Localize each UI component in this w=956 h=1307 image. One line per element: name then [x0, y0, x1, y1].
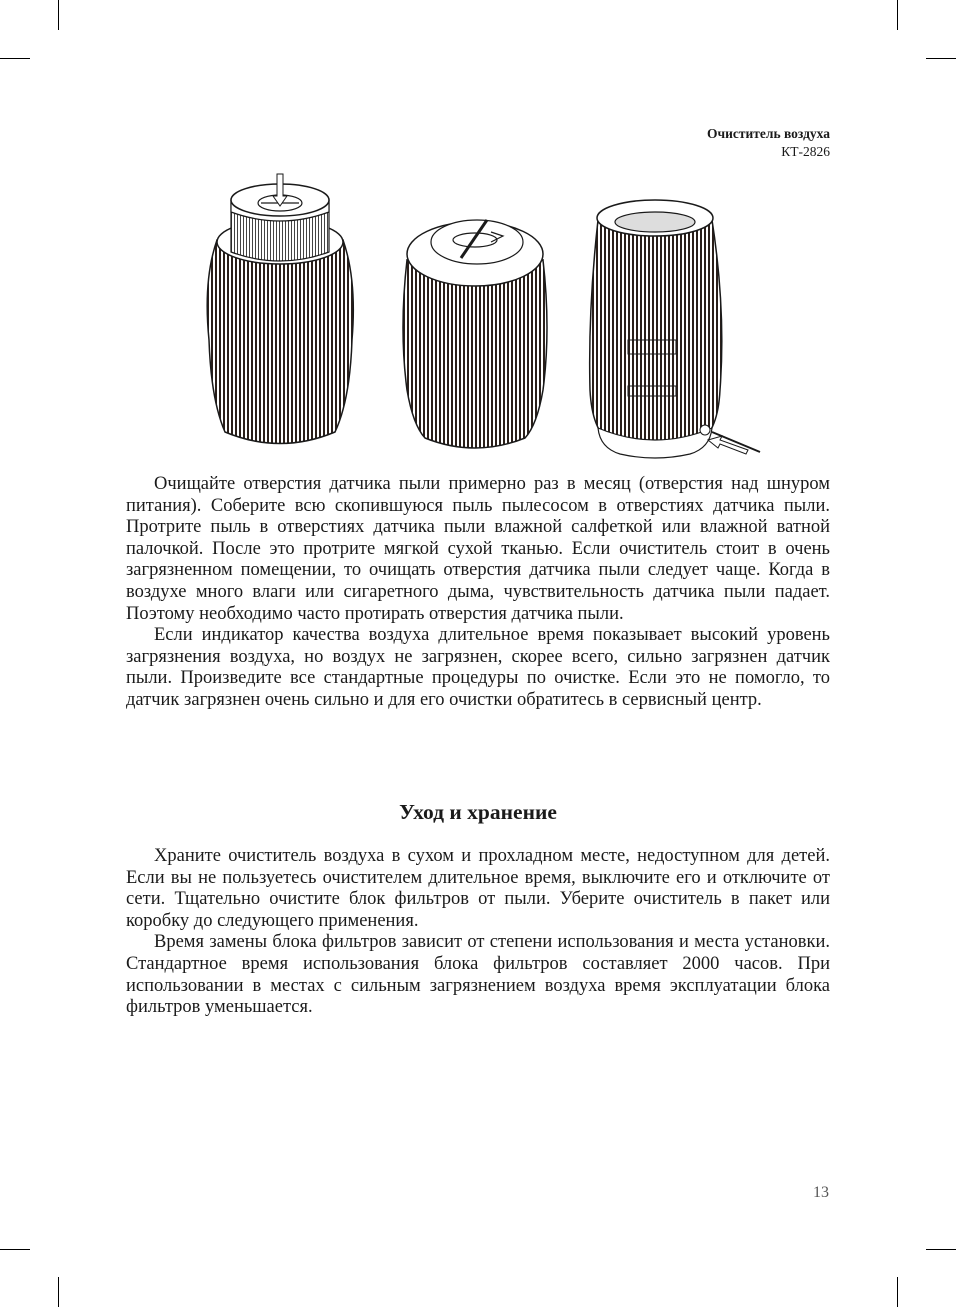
purifier-lid-rotate-illustration — [395, 210, 555, 460]
model-number: КТ-2826 — [781, 144, 830, 159]
crop-mark-bottom-left-h — [0, 1249, 30, 1250]
crop-mark-bottom-right-h — [926, 1249, 956, 1250]
paragraph: Время замены блока фильтров зависит от степени использования и места установки. Стандартное время использования блока фильтров составляет 2000 часов. При использовании в местах с сильным загрязнением воздуха время эксплуатации блока фильтров уменьшается. — [126, 932, 830, 1018]
crop-mark-bottom-left-v — [58, 1277, 59, 1307]
paragraph: Храните очиститель воздуха в сухом и прохладном месте, недоступном для детей. Если вы не пользуетесь очистителем длительное время, выключите его и отключите от сети. Тщательно очистите блок фильтров от пыли. Уберите очиститель в пакет или коробку до следующего применения. — [126, 846, 830, 931]
care-storage-section — [126, 846, 830, 1019]
running-header — [707, 125, 830, 161]
page-number: 13 — [813, 1184, 829, 1201]
paragraph: Если индикатор качества воздуха длительное время показывает высокий уровень загрязнения воздуха, но воздух не загрязнен, скорее всего, сильно загрязнен датчик пыли. Произведите все стандартные процедуры по очистке. Если это не помогло, то датчик загрязнен очень сильно и для его очистки обратитесь в сервисный центр. — [126, 625, 830, 710]
crop-mark-top-left-v — [58, 0, 59, 30]
product-title: Очиститель воздуха — [706, 126, 830, 141]
crop-mark-bottom-right-v — [897, 1277, 898, 1307]
sensor-cleaning-section — [126, 474, 830, 712]
purifier-sensor-cleaning-illustration — [580, 190, 780, 470]
crop-mark-top-right-h — [926, 58, 956, 59]
purifier-filter-lift-illustration — [195, 170, 370, 455]
section-heading: Уход и хранение — [399, 800, 557, 824]
crop-mark-top-left-h — [0, 58, 30, 59]
illustrations — [195, 170, 785, 470]
paragraph: Очищайте отверстия датчика пыли примерно раз в месяц (отверстия над шнуром питания). Соберите всю скопившуюся пыль пылесосом в отверстиях датчика пыли. Протрите пыль в отверстиях датчика пыли влажной салфеткой или влажной ватной палочкой. После это протрите мягкой сухой тканью. Если очиститель стоит в очень загрязненном помещении, то очищать отверстия датчика пыли следует чаще. Когда в воздухе много влаги или сигаретного дыма, чувствительность датчика пыли падает. Поэтому необходимо часто протирать отверстия датчика пыли. — [126, 474, 830, 624]
crop-mark-top-right-v — [897, 0, 898, 30]
